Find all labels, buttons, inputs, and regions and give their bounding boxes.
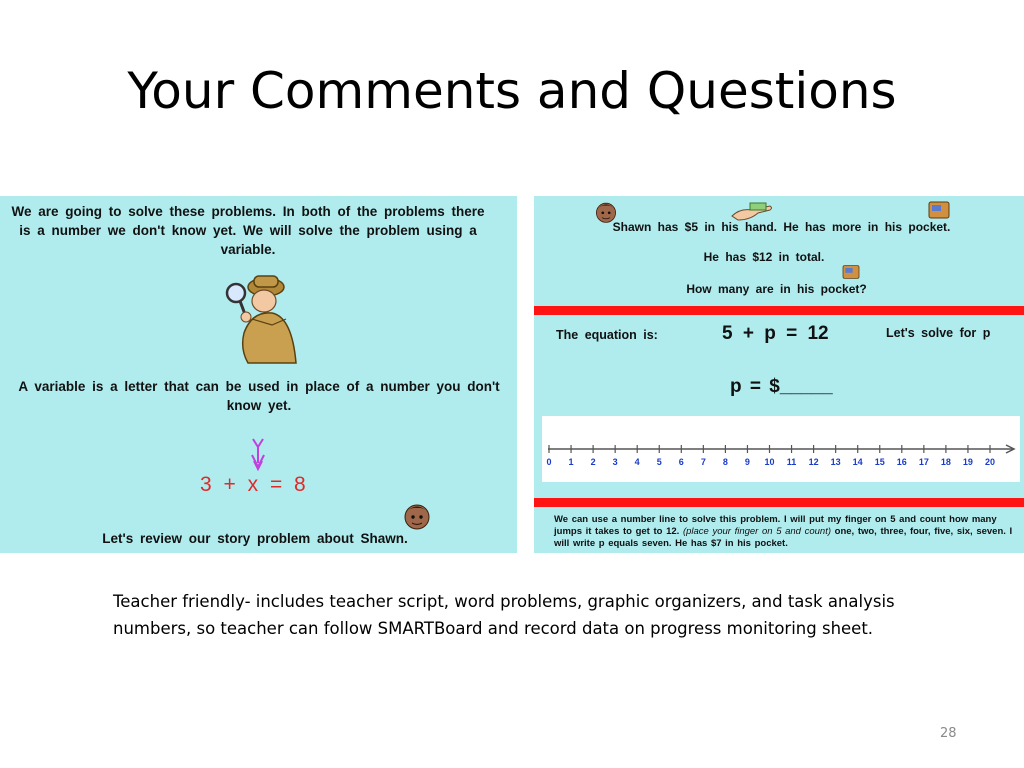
explanation-part-1: We can use a number line to solve this problem. I will put my finger on 5 and count how many jumps it takes to get to 12. <box>554 514 997 537</box>
slide-caption: Teacher friendly- includes teacher script, word problems, graphic organizers, and task analysis numbers, so teacher can follow SMARTBoard and record data on progress monitoring sheet. <box>113 592 895 638</box>
number-line-label: 12 <box>808 457 819 467</box>
divider-bar <box>534 306 1024 315</box>
variable-equation: 3 + x = 8 <box>200 473 306 496</box>
solve-prompt: Let's solve for p <box>886 326 991 340</box>
number-line-label: 4 <box>634 457 640 467</box>
number-line-label: 13 <box>830 457 841 467</box>
left-smartboard-panel <box>0 196 517 553</box>
number-line-label: 9 <box>744 457 750 467</box>
page-number: 28 <box>940 726 957 741</box>
pocket-icon <box>928 200 950 220</box>
right-smartboard-panel <box>534 196 1024 553</box>
number-line <box>542 416 1020 482</box>
number-line-label: 6 <box>678 457 684 467</box>
number-line-label: 1 <box>568 457 574 467</box>
pocket-icon <box>842 264 860 280</box>
intro-text: We are going to solve these problems. In both of the problems there is a number we don't know yet. We will solve the problem using a variable. <box>11 204 485 257</box>
down-arrow-icon <box>249 437 267 471</box>
number-line-label: 16 <box>896 457 907 467</box>
explanation-instruction: (place your finger on 5 and count) <box>682 526 832 537</box>
equation-text: 5 + p = 12 <box>722 323 829 344</box>
problem-line-1: Shawn has $5 in his hand. He has more in his pocket. <box>612 220 951 234</box>
problem-line-3: How many are in his pocket? <box>686 282 867 296</box>
number-line-label: 11 <box>786 457 797 467</box>
number-line-label: 10 <box>764 457 775 467</box>
equation-label: The equation is: <box>556 328 658 342</box>
detective-icon <box>222 273 300 365</box>
number-line-label: 2 <box>590 457 596 467</box>
number-line-label: 0 <box>546 457 552 467</box>
slide-title: Your Comments and Questions <box>127 62 897 120</box>
problem-line-2: He has $12 in total. <box>703 250 825 264</box>
divider-bar <box>534 498 1024 507</box>
number-line-label: 14 <box>852 457 863 467</box>
number-line-label: 17 <box>918 457 929 467</box>
explanation-part-2: one, two, three, four, five, six, seven. I will write p equals seven. He has $7 in his pocket. <box>554 526 1013 549</box>
explanation-text <box>554 514 1014 550</box>
review-text: Let's review our story problem about Shawn. <box>102 531 408 546</box>
number-line-label: 15 <box>874 457 885 467</box>
number-line-label: 3 <box>612 457 618 467</box>
answer-blank: p = $_____ <box>730 376 833 397</box>
number-line-label: 20 <box>984 457 996 467</box>
number-line-label: 7 <box>700 457 706 467</box>
shawn-avatar-icon <box>402 501 432 531</box>
number-line-label: 5 <box>656 457 662 467</box>
number-line-label: 18 <box>940 457 951 467</box>
variable-definition: A variable is a letter that can be used in place of a number you don't know yet. <box>18 379 500 413</box>
number-line-label: 19 <box>962 457 973 467</box>
number-line-label: 8 <box>722 457 728 467</box>
